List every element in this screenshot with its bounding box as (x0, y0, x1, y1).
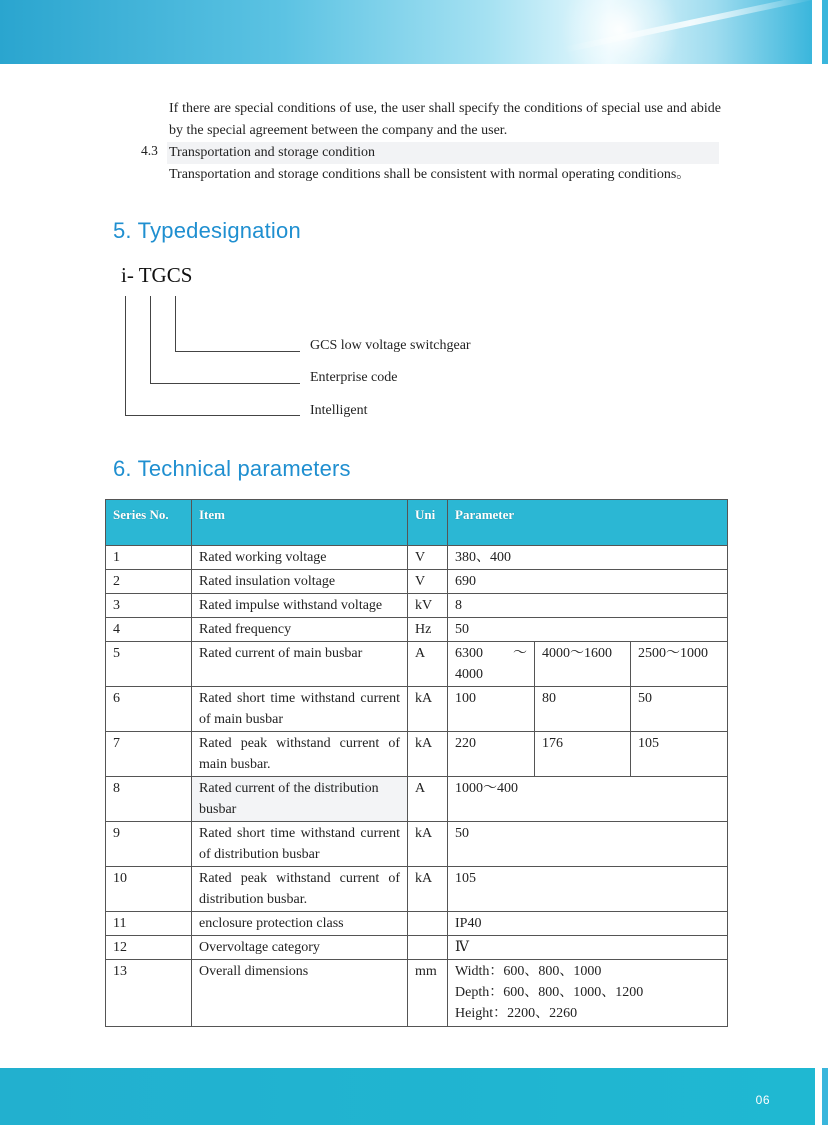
table-row (106, 822, 728, 867)
cell-item: Rated working voltage (192, 546, 408, 570)
cell-item: Rated short time withstand current of distribution busbar (192, 822, 408, 867)
table-row (106, 687, 728, 732)
table-row (106, 867, 728, 912)
page-number: 06 (755, 1093, 770, 1107)
section-number: 4.3 (141, 143, 158, 158)
table-row (106, 570, 728, 594)
cell-item: Overvoltage category (192, 936, 408, 960)
cell-item: Rated current of the distribution busbar (192, 777, 408, 822)
cell-parameter: 380、400 (448, 546, 728, 570)
technical-parameters-table (105, 499, 728, 1027)
cell-parameter: 105 (448, 867, 728, 912)
cell-unit: kA (408, 822, 448, 867)
cell-unit: A (408, 642, 448, 687)
cell-unit: A (408, 777, 448, 822)
header-banner (0, 0, 812, 64)
page-edge-bar-top (822, 0, 828, 64)
cell-parameter: 690 (448, 570, 728, 594)
cell-unit (408, 936, 448, 960)
cell-item: Rated peak withstand current of main busbar. (192, 732, 408, 777)
table-row (106, 912, 728, 936)
designation-label-intelligent: Intelligent (310, 403, 368, 418)
col-header-parameter: Parameter (448, 500, 728, 546)
cell-unit: Hz (408, 618, 448, 642)
diagram-line (125, 296, 126, 415)
cell-series: 1 (106, 546, 192, 570)
dimension-height: Height：2200、2260 (455, 1006, 578, 1021)
cell-item: Rated frequency (192, 618, 408, 642)
footer-banner (0, 1068, 815, 1125)
cell-unit: V (408, 570, 448, 594)
cell-parameter: 6300 ～ 4000 (448, 642, 535, 687)
cell-series: 7 (106, 732, 192, 777)
cell-unit: V (408, 546, 448, 570)
cell-series: 10 (106, 867, 192, 912)
cell-item: Rated impulse withstand voltage (192, 594, 408, 618)
cell-parameter: 220 (448, 732, 535, 777)
cell-parameter: 2500～1000 (631, 642, 728, 687)
table-row (106, 732, 728, 777)
cell-unit: kV (408, 594, 448, 618)
cell-unit: mm (408, 960, 448, 1027)
table-row (106, 618, 728, 642)
cell-series: 8 (106, 777, 192, 822)
section-6-heading: 6. Technical parameters (113, 456, 351, 481)
section-4-3-title: Transportation and storage condition (169, 145, 375, 160)
cell-parameter: 176 (535, 732, 631, 777)
cell-parameter: Ⅳ (448, 936, 728, 960)
cell-item: Rated current of main busbar (192, 642, 408, 687)
designation-label-gcs: GCS low voltage switchgear (310, 338, 471, 353)
cell-parameter: 1000～400 (448, 777, 728, 822)
cell-unit: kA (408, 687, 448, 732)
table-row (106, 594, 728, 618)
cell-parameter: 80 (535, 687, 631, 732)
cell-series: 11 (106, 912, 192, 936)
cell-unit: kA (408, 867, 448, 912)
type-designation-model: i- TGCS (121, 263, 193, 287)
cell-unit: kA (408, 732, 448, 777)
cell-series: 5 (106, 642, 192, 687)
cell-series: 13 (106, 960, 192, 1027)
cell-item: Overall dimensions (192, 960, 408, 1027)
cell-parameter: 8 (448, 594, 728, 618)
designation-label-enterprise: Enterprise code (310, 370, 398, 385)
cell-series: 9 (106, 822, 192, 867)
cell-item: Rated peak withstand current of distribution busbar. (192, 867, 408, 912)
cell-unit (408, 912, 448, 936)
cell-series: 3 (106, 594, 192, 618)
table-row (106, 546, 728, 570)
table-row (106, 936, 728, 960)
cell-series: 6 (106, 687, 192, 732)
cell-parameter: 4000～1600 (535, 642, 631, 687)
cell-series: 2 (106, 570, 192, 594)
col-header-item: Item (192, 500, 408, 546)
cell-parameter: 50 (631, 687, 728, 732)
dimension-width: Width：600、800、1000 (455, 964, 602, 979)
special-conditions-paragraph: If there are special conditions of use, the user shall specify the conditions of special use and abide by the special agreement between the company and the user. (169, 101, 721, 138)
cell-series: 12 (106, 936, 192, 960)
cell-item: Rated short time withstand current of main busbar (192, 687, 408, 732)
cell-parameter: 105 (631, 732, 728, 777)
table-row (106, 777, 728, 822)
cell-parameter: 50 (448, 618, 728, 642)
page-edge-bar-bottom (822, 1068, 828, 1125)
cell-parameter: 100 (448, 687, 535, 732)
col-header-series: Series No. (106, 500, 192, 546)
cell-item: enclosure protection class (192, 912, 408, 936)
diagram-line (150, 383, 300, 384)
table-row (106, 642, 728, 687)
table-row (106, 960, 728, 1027)
diagram-line (175, 351, 300, 352)
dimension-depth: Depth：600、800、1000、1200 (455, 985, 644, 1000)
col-header-unit: Uni (408, 500, 448, 546)
diagram-line (175, 296, 176, 351)
diagram-line (125, 415, 300, 416)
cell-parameter: IP40 (448, 912, 728, 936)
diagram-line (150, 296, 151, 383)
section-4-3-body: Transportation and storage conditions shall be consistent with normal operating conditions。 (169, 167, 691, 182)
cell-parameter (448, 960, 728, 1027)
cell-item: Rated insulation voltage (192, 570, 408, 594)
cell-parameter: 50 (448, 822, 728, 867)
table-header-row (106, 500, 728, 546)
cell-series: 4 (106, 618, 192, 642)
section-5-heading: 5. Typedesignation (113, 218, 301, 243)
